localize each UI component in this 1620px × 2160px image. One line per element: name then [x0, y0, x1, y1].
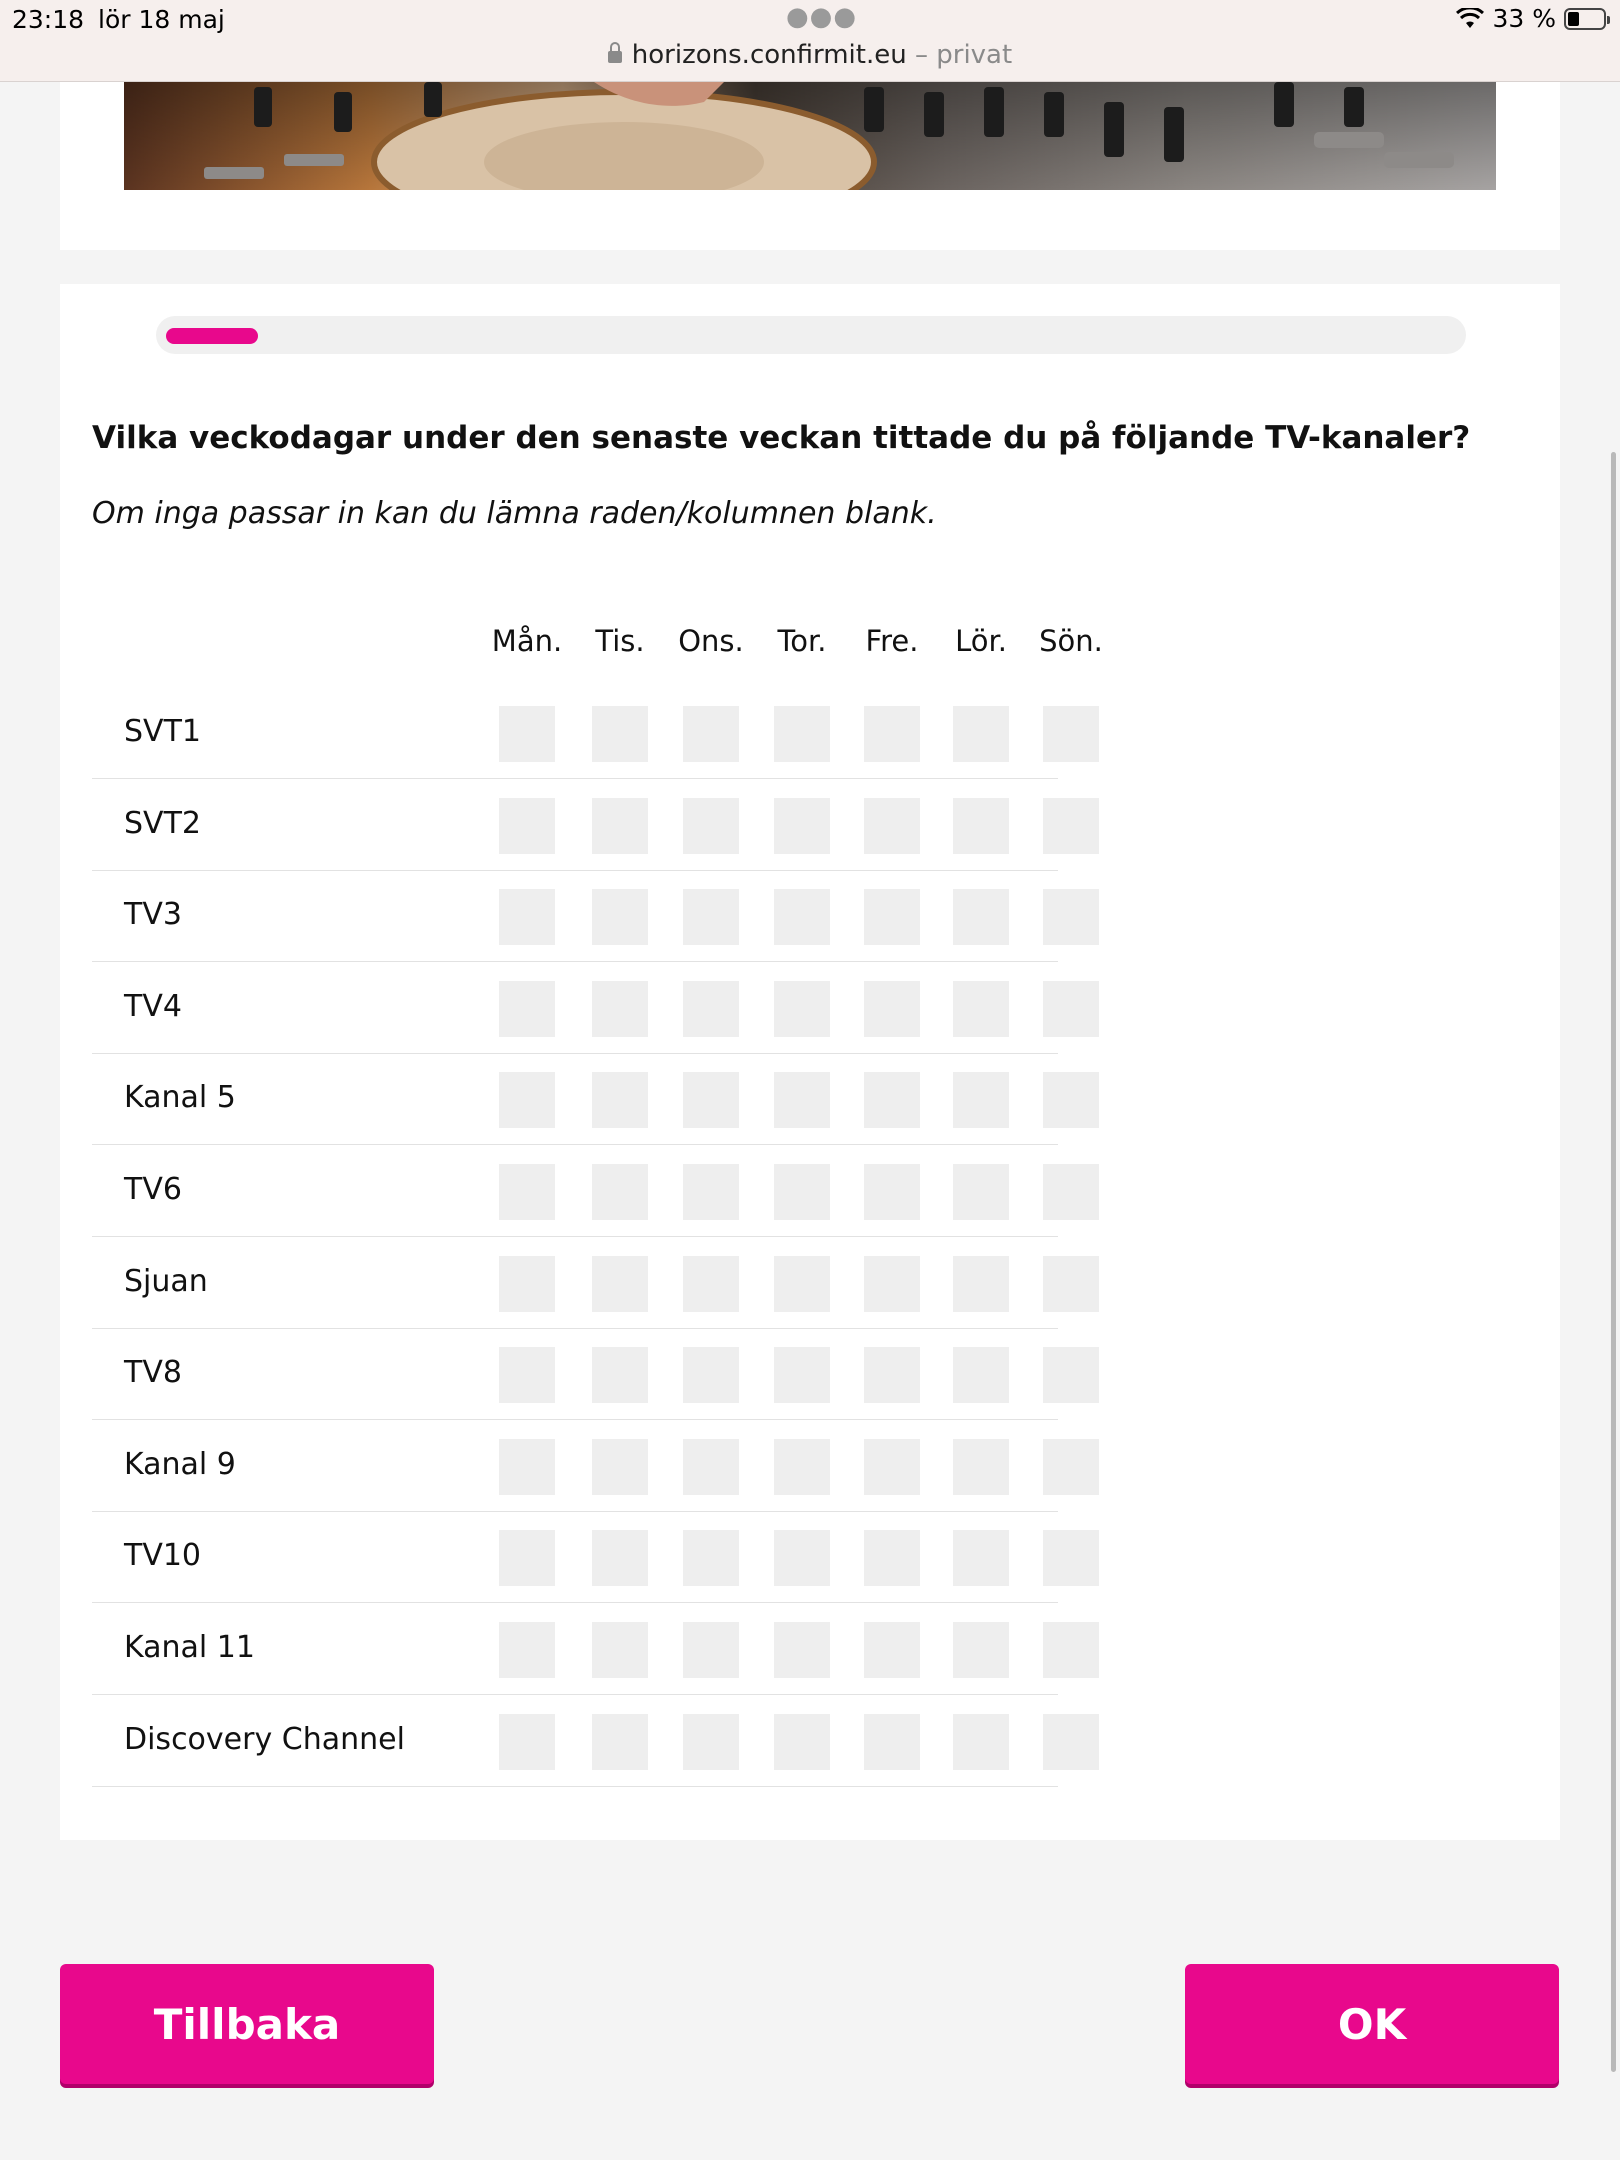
day-checkbox[interactable] [953, 981, 1009, 1037]
day-checkbox[interactable] [499, 1530, 555, 1586]
url-text: horizons.confirmit.eu [631, 40, 907, 70]
day-checkbox[interactable] [864, 1256, 920, 1312]
day-checkbox[interactable] [1043, 1072, 1099, 1128]
header-card [60, 82, 1560, 250]
channel-label: SVT1 [124, 714, 201, 749]
day-checkbox[interactable] [592, 1622, 648, 1678]
dj-mixer-image [124, 82, 1496, 190]
day-checkbox[interactable] [499, 1439, 555, 1495]
day-checkbox[interactable] [592, 1164, 648, 1220]
day-checkbox[interactable] [953, 1347, 1009, 1403]
day-checkbox[interactable] [499, 1072, 555, 1128]
day-checkbox[interactable] [774, 981, 830, 1037]
matrix-row [92, 1421, 1058, 1512]
day-checkbox[interactable] [592, 1256, 648, 1312]
matrix-row [92, 1696, 1058, 1787]
day-checkbox[interactable] [683, 1439, 739, 1495]
column-header: Sön. [1039, 624, 1103, 658]
ok-button[interactable]: OK [1185, 1964, 1559, 2084]
day-checkbox[interactable] [592, 1530, 648, 1586]
day-checkbox[interactable] [953, 1164, 1009, 1220]
day-checkbox[interactable] [864, 889, 920, 945]
wifi-icon [1456, 8, 1484, 30]
day-checkbox[interactable] [1043, 1439, 1099, 1495]
scrollbar[interactable] [1611, 452, 1616, 2072]
day-checkbox[interactable] [953, 1714, 1009, 1770]
matrix-row [92, 1238, 1058, 1329]
channel-label: Discovery Channel [124, 1721, 405, 1757]
day-checkbox[interactable] [953, 1439, 1009, 1495]
day-checkbox[interactable] [864, 981, 920, 1037]
day-checkbox[interactable] [774, 1439, 830, 1495]
day-checkbox[interactable] [592, 1347, 648, 1403]
channel-label: TV3 [124, 897, 182, 933]
channel-label: TV6 [124, 1172, 182, 1207]
back-button[interactable]: Tillbaka [60, 1964, 434, 2084]
day-checkbox[interactable] [592, 798, 648, 854]
matrix-row [92, 1146, 1058, 1237]
day-checkbox[interactable] [774, 798, 830, 854]
matrix-row [92, 1329, 1058, 1420]
day-checkbox[interactable] [953, 1530, 1009, 1586]
status-bar [0, 0, 1620, 82]
channel-label: TV10 [124, 1538, 202, 1574]
day-checkbox[interactable] [953, 798, 1009, 854]
day-checkbox[interactable] [683, 1072, 739, 1128]
battery-percent: 33 % [1492, 4, 1556, 33]
day-checkbox[interactable] [683, 798, 739, 854]
day-checkbox[interactable] [864, 1530, 920, 1586]
channel-label: SVT2 [124, 805, 201, 841]
day-checkbox[interactable] [683, 889, 739, 945]
day-checkbox[interactable] [774, 1714, 830, 1770]
channel-label: Kanal 9 [124, 1446, 236, 1482]
channel-label: TV8 [124, 1355, 182, 1391]
day-checkbox[interactable] [499, 1347, 555, 1403]
day-checkbox[interactable] [1043, 1164, 1099, 1220]
day-checkbox[interactable] [499, 889, 555, 945]
column-header: Mån. [491, 624, 563, 658]
day-checkbox[interactable] [499, 1256, 555, 1312]
day-checkbox[interactable] [864, 1347, 920, 1403]
column-header: Ons. [678, 624, 744, 658]
column-header: Tis. [595, 624, 645, 658]
day-checkbox[interactable] [864, 1164, 920, 1220]
matrix-row [92, 963, 1058, 1054]
clock: 23:18 [12, 5, 85, 34]
day-checkbox[interactable] [683, 1530, 739, 1586]
column-header: Tor. [777, 624, 827, 658]
day-checkbox[interactable] [864, 798, 920, 854]
day-checkbox[interactable] [499, 1622, 555, 1678]
private-mode-label: – privat [914, 40, 1013, 70]
day-checkbox[interactable] [592, 1072, 648, 1128]
column-header: Fre. [865, 624, 919, 658]
day-checkbox[interactable] [683, 1347, 739, 1403]
date: lör 18 maj [98, 5, 225, 34]
day-checkbox[interactable] [683, 706, 739, 762]
matrix-row [92, 871, 1058, 962]
question-card [60, 284, 1560, 1840]
day-checkbox[interactable] [774, 1164, 830, 1220]
day-checkbox[interactable] [1043, 981, 1099, 1037]
column-header: Lör. [955, 624, 1007, 658]
lock-icon [608, 51, 622, 63]
day-checkbox[interactable] [953, 1256, 1009, 1312]
day-checkbox[interactable] [683, 1256, 739, 1312]
day-checkbox[interactable] [683, 981, 739, 1037]
matrix-row [92, 780, 1058, 871]
day-checkbox[interactable] [1043, 1714, 1099, 1770]
day-checkbox[interactable] [864, 1714, 920, 1770]
day-checkbox[interactable] [953, 1072, 1009, 1128]
matrix-row [92, 1512, 1058, 1603]
day-checkbox[interactable] [774, 706, 830, 762]
day-checkbox[interactable] [499, 706, 555, 762]
day-checkbox[interactable] [774, 1530, 830, 1586]
day-checkbox[interactable] [1043, 798, 1099, 854]
day-checkbox[interactable] [1043, 1530, 1099, 1586]
day-checkbox[interactable] [774, 1256, 830, 1312]
channel-label: Sjuan [124, 1263, 208, 1299]
day-checkbox[interactable] [1043, 1347, 1099, 1403]
channel-label: Kanal 5 [124, 1080, 236, 1116]
day-checkbox[interactable] [592, 1714, 648, 1770]
day-checkbox[interactable] [592, 981, 648, 1037]
day-checkbox[interactable] [864, 1439, 920, 1495]
day-checkbox[interactable] [499, 1714, 555, 1770]
day-checkbox[interactable] [774, 1072, 830, 1128]
day-checkbox[interactable] [864, 706, 920, 762]
day-checkbox[interactable] [774, 1347, 830, 1403]
matrix-grid [92, 284, 1103, 1840]
matrix-row [92, 1604, 1058, 1695]
channel-label: Kanal 11 [124, 1630, 255, 1665]
day-checkbox[interactable] [864, 1622, 920, 1678]
day-checkbox[interactable] [774, 889, 830, 945]
day-checkbox[interactable] [592, 1439, 648, 1495]
matrix-row [92, 688, 1058, 779]
day-checkbox[interactable] [592, 706, 648, 762]
day-checkbox[interactable] [683, 1714, 739, 1770]
instruction-text: Om inga passar in kan du lämna raden/kolumnen blank. [92, 496, 937, 531]
day-checkbox[interactable] [953, 706, 1009, 762]
day-checkbox[interactable] [953, 889, 1009, 945]
day-checkbox[interactable] [953, 1622, 1009, 1678]
hero-illustration [124, 82, 1496, 190]
channel-label: TV4 [124, 988, 182, 1024]
more-dots-icon[interactable]: ●●● [786, 2, 858, 32]
day-checkbox[interactable] [864, 1072, 920, 1128]
day-checkbox[interactable] [774, 1622, 830, 1678]
day-checkbox[interactable] [499, 981, 555, 1037]
day-checkbox[interactable] [499, 798, 555, 854]
day-checkbox[interactable] [683, 1622, 739, 1678]
day-checkbox[interactable] [499, 1164, 555, 1220]
question-text: Vilka veckodagar under den senaste veckan tittade du på följande TV-kanaler? [92, 420, 1471, 456]
status-indicators [1456, 4, 1606, 33]
address-bar[interactable] [0, 40, 1620, 70]
day-checkbox[interactable] [683, 1164, 739, 1220]
day-checkbox[interactable] [1043, 1256, 1099, 1312]
day-checkbox[interactable] [1043, 706, 1099, 762]
day-checkbox[interactable] [592, 889, 648, 945]
matrix-row [92, 1054, 1058, 1145]
day-checkbox[interactable] [1043, 889, 1099, 945]
battery-icon [1564, 8, 1606, 30]
day-checkbox[interactable] [1043, 1622, 1099, 1678]
